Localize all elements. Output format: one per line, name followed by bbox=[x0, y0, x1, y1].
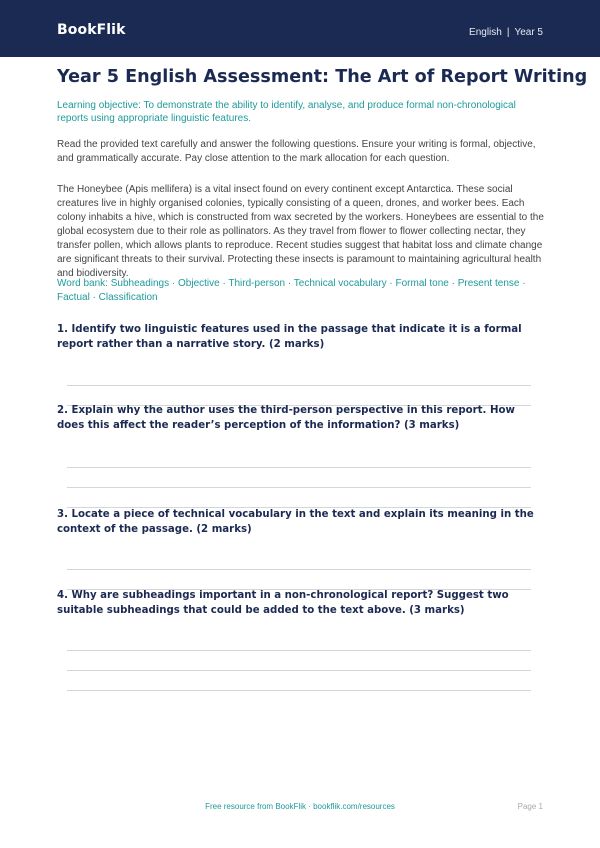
page-title: Year 5 English Assessment: The Art of Report Writing bbox=[57, 67, 588, 87]
question-1: 1. Identify two linguistic features used in the passage that indicate it is a formal report rather than a narrative story. (2 marks) bbox=[57, 324, 522, 350]
brand-logo[interactable]: BookFlik bbox=[57, 22, 126, 38]
question-2: 2. Explain why the author uses the third-person perspective in this report. How does this affect the reader’s perception of the information? (3 marks) bbox=[57, 405, 515, 431]
subject-label: English bbox=[469, 27, 502, 38]
learning-objective: Learning objective: To demonstrate the ability to identify, analyse, and produce formal non-chronological reports using appropriate linguistic features. bbox=[57, 100, 516, 124]
answer-line[interactable] bbox=[67, 487, 531, 488]
subject-year-label bbox=[469, 27, 543, 38]
answer-line[interactable] bbox=[67, 569, 531, 570]
passage-paragraph: The Honeybee (Apis mellifera) is a vital insect found on every continent except Antarctica. These social creatures live in highly organised colonies, typically consisting of a queen, drones, and worker bees. Each colony inhabits a hive, which is constructed from wax secreted by the workers. Honeybees are essential to the global ecosystem due to their role as pollinators. As they travel from flower to flower collecting nectar, they transfer pollen, which allows plants to reproduce. Recent studies suggest that habitat loss and climate change are significant threats to their survival. Protecting these insects is paramount to maintaining agricultural health and biodiversity. bbox=[57, 184, 544, 279]
footer bbox=[0, 802, 600, 816]
question-3: 3. Locate a piece of technical vocabulary in the text and explain its meaning in the context of the passage. (2 marks) bbox=[57, 509, 534, 535]
footer-resource-link[interactable]: Free resource from BookFlik · bookflik.com/resources bbox=[205, 802, 395, 811]
separator: | bbox=[506, 27, 510, 38]
year-label: Year 5 bbox=[514, 27, 543, 38]
word-bank: Word bank: Subheadings · Objective · Third-person · Technical vocabulary · Formal tone · Present tense · Factual · Classification bbox=[57, 278, 526, 303]
answer-line[interactable] bbox=[67, 670, 531, 671]
answer-line[interactable] bbox=[67, 690, 531, 691]
answer-line[interactable] bbox=[67, 467, 531, 468]
answer-line[interactable] bbox=[67, 650, 531, 651]
header-bar bbox=[0, 0, 600, 57]
page-number: Page 1 bbox=[517, 802, 543, 811]
question-4: 4. Why are subheadings important in a non-chronological report? Suggest two suitable subheadings that could be added to the text above. (3 marks) bbox=[57, 590, 509, 616]
answer-line[interactable] bbox=[67, 385, 531, 386]
instructions-paragraph: Read the provided text carefully and answer the following questions. Ensure your writing is formal, objective, and grammatically accurate. Pay close attention to the mark allocation for each question. bbox=[57, 139, 536, 164]
